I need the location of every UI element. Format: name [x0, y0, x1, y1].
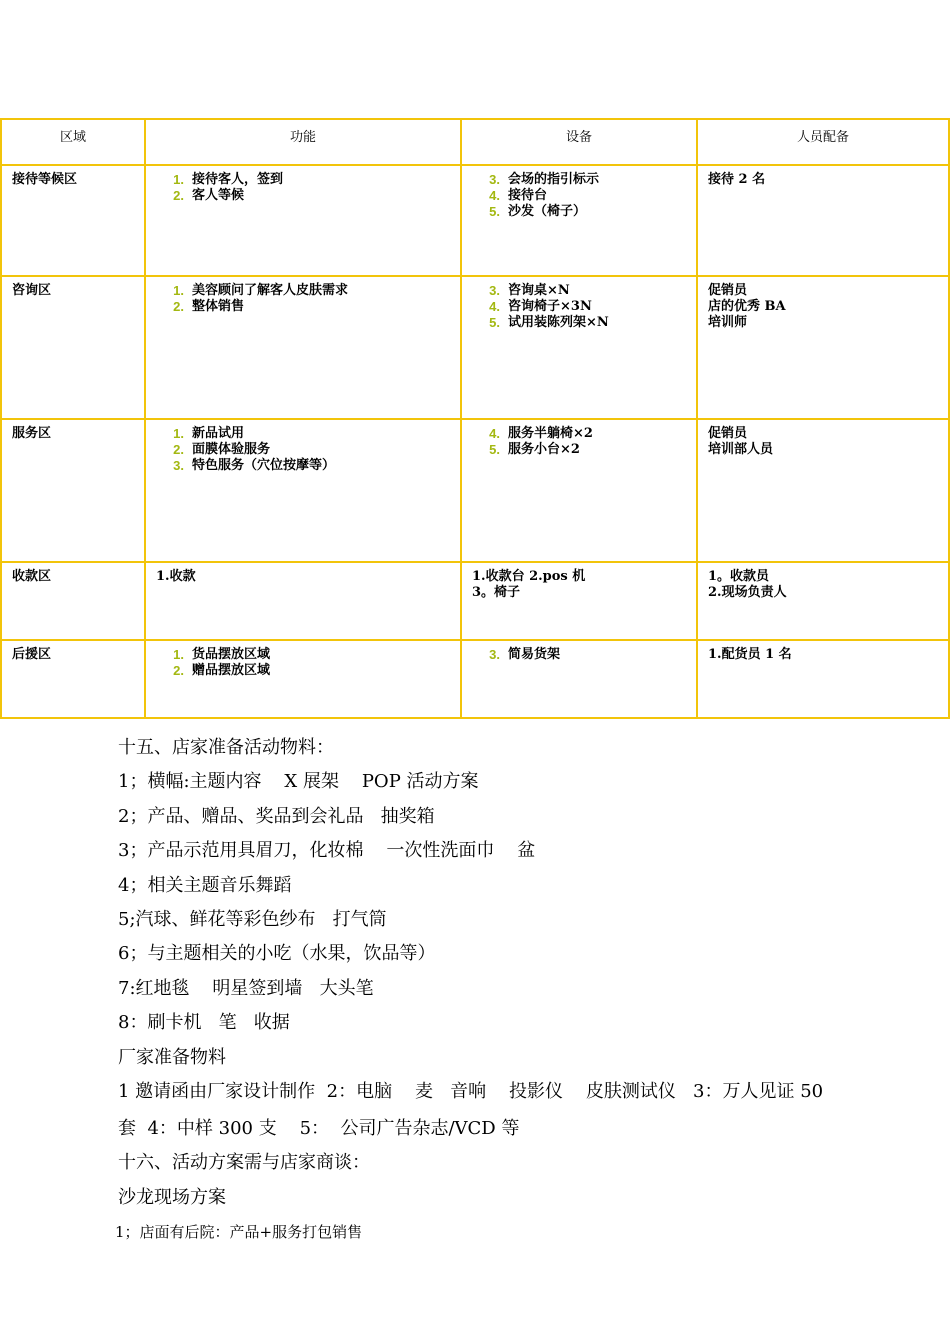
- header-staff: 人员配备: [697, 119, 949, 165]
- zone-cell: 接待等候区: [1, 165, 145, 276]
- text-line: 8：刷卡机 笔 收据: [118, 1012, 290, 1034]
- text-line: 3；产品示范用具眉刀，化妆棉 一次性洗面巾 盆: [118, 840, 536, 862]
- text-line: 1 邀请函由厂家设计制作 2：电脑 麦 音响 投影仪 皮肤测试仪 3：万人见证 50: [118, 1080, 824, 1102]
- text-line: 5;汽球、鲜花等彩色纱布 打气筒: [118, 908, 387, 930]
- equipment-cell: [461, 165, 697, 276]
- list-item: 1. 货品摆放区域: [173, 647, 271, 662]
- text-line: 套 4：中样 300 支 5： 公司广告杂志/VCD 等: [118, 1117, 520, 1139]
- section-heading-salon-plan: 沙龙现场方案: [118, 1186, 226, 1208]
- table-row: [1, 276, 949, 419]
- section-heading-store-materials: 十五、店家准备活动物料：: [118, 737, 334, 758]
- equipment-cell: [461, 419, 697, 562]
- equipment-cell: [461, 640, 697, 718]
- list-item: 2. 整体销售: [173, 299, 245, 314]
- header-equipment: 设备: [461, 119, 697, 165]
- zone-cell: 收款区: [1, 562, 145, 640]
- table-row: [1, 562, 949, 640]
- function-cell: [145, 419, 461, 562]
- table-header-row: [1, 119, 949, 165]
- text-line: 4；相关主题音乐舞蹈: [118, 874, 292, 896]
- equipment-cell: 1.收款台 2.pos 机 3。椅子: [461, 562, 697, 640]
- materials-section: [115, 731, 918, 1249]
- list-item: 3. 会场的指引标示: [489, 172, 600, 187]
- staff-cell: 1.配货员 1 名: [697, 640, 949, 718]
- staff-cell: 1。收款员 2.现场负责人: [697, 562, 949, 640]
- function-cell: [145, 165, 461, 276]
- list-item: 2. 赠品摆放区域: [173, 663, 271, 678]
- list-item: 4. 接待台: [489, 188, 548, 203]
- staff-cell: 促销员 店的优秀 BA 培训师: [697, 276, 949, 419]
- list-item: 5. 沙发（椅子）: [489, 204, 587, 219]
- table-row: [1, 165, 949, 276]
- staff-cell: 接待 2 名: [697, 165, 949, 276]
- list-item: 5. 服务小台×2: [489, 442, 580, 457]
- function-cell: [145, 276, 461, 419]
- header-function: 功能: [145, 119, 461, 165]
- text-line: 1；店面有后院：产品+服务打包销售: [115, 1223, 363, 1242]
- table-row: [1, 640, 949, 718]
- list-item: 1. 美容顾问了解客人皮肤需求: [173, 283, 349, 298]
- list-item: 1. 新品试用: [173, 426, 245, 441]
- text-line: 2；产品、赠品、奖品到会礼品 抽奖箱: [118, 805, 435, 827]
- table-row: [1, 419, 949, 562]
- list-item: 1. 接待客人，签到: [173, 172, 284, 187]
- list-item: 3. 特色服务（穴位按摩等）: [173, 458, 336, 473]
- section-heading-negotiation: 十六、活动方案需与店家商谈：: [118, 1152, 370, 1174]
- text-line: 6；与主题相关的小吃（水果，饮品等）: [118, 943, 436, 965]
- list-item: 3. 简易货架: [489, 647, 561, 662]
- function-cell: 1.收款: [145, 562, 461, 640]
- list-item: 5. 试用装陈列架×N: [489, 315, 609, 330]
- equipment-cell: [461, 276, 697, 419]
- list-item: 4. 咨询椅子×3N: [489, 299, 592, 314]
- list-item: 2. 客人等候: [173, 188, 245, 203]
- zone-cell: 后援区: [1, 640, 145, 718]
- staff-cell: 促销员 培训部人员: [697, 419, 949, 562]
- zone-cell: 咨询区: [1, 276, 145, 419]
- list-item: 4. 服务半躺椅×2: [489, 426, 593, 441]
- text-line: 7:红地毯 明星签到墙 大头笔: [118, 977, 374, 999]
- list-item: 3. 咨询桌×N: [489, 283, 570, 298]
- list-item: 2. 面膜体验服务: [173, 442, 271, 457]
- section-heading-vendor-materials: 厂家准备物料: [118, 1046, 226, 1068]
- function-cell: [145, 640, 461, 718]
- text-line: 1；横幅:主题内容 X 展架 POP 活动方案: [118, 771, 479, 793]
- zone-cell: 服务区: [1, 419, 145, 562]
- header-zone: 区域: [1, 119, 145, 165]
- zone-table: [0, 118, 950, 719]
